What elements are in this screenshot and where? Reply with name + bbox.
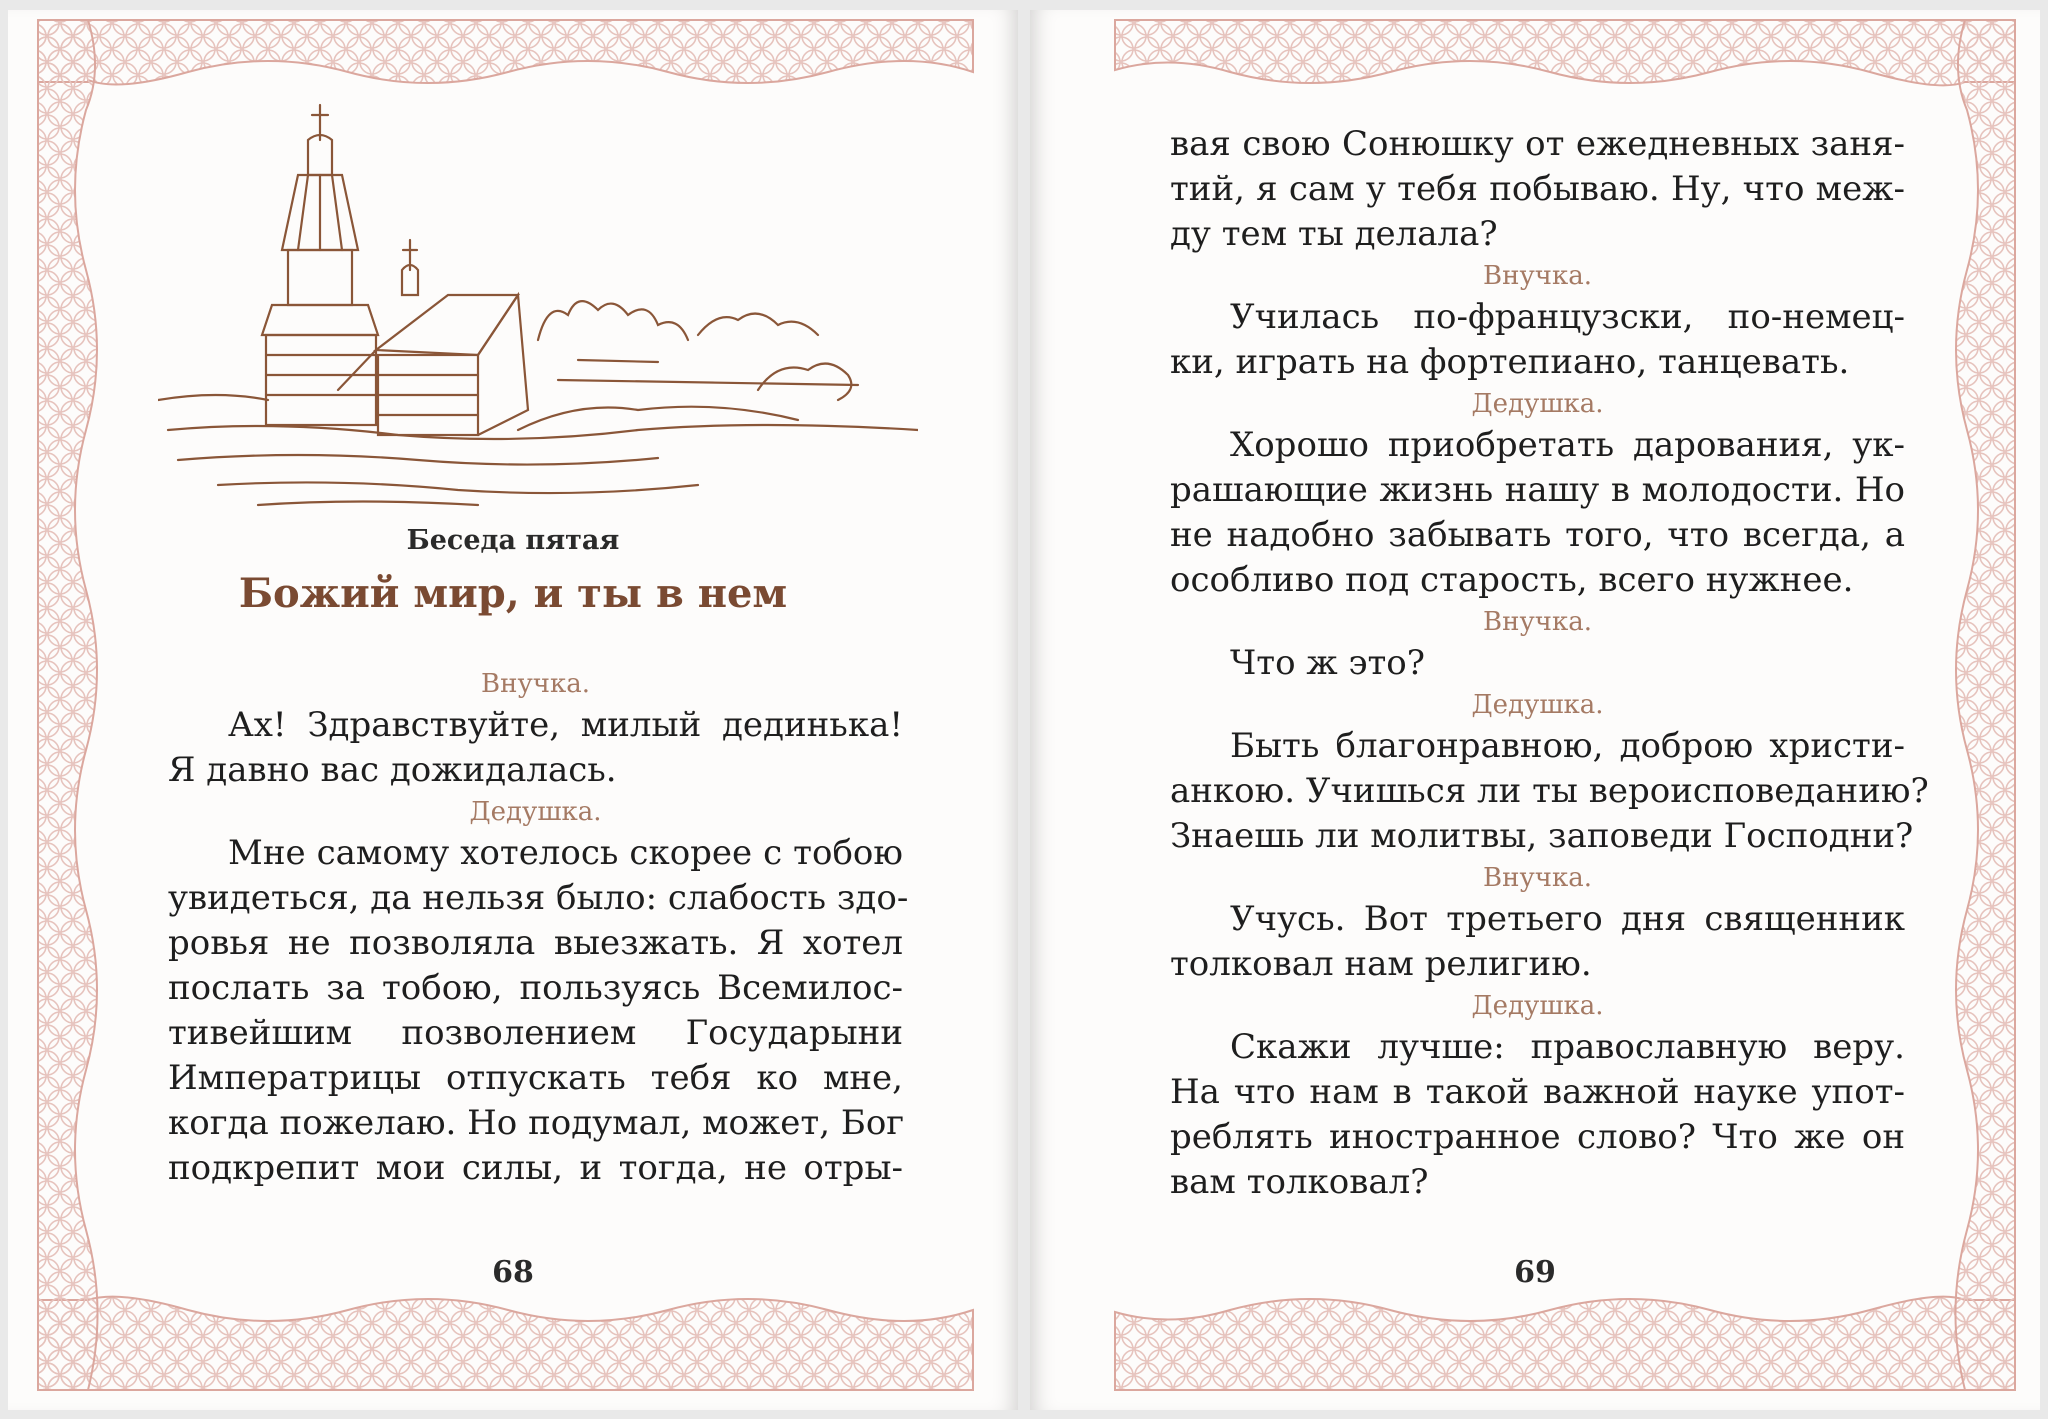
paragraph xyxy=(1170,295,1905,385)
text-line: Знаешь ли молитвы, заповеди Господни? xyxy=(1170,816,1914,856)
text-line: ду тем ты делала? xyxy=(1170,214,1498,254)
speaker-label: Внучка. xyxy=(1483,261,1592,291)
chapter-title: Божий мир, и ты в нем xyxy=(238,570,788,617)
speaker-label: Внучка. xyxy=(1483,863,1592,893)
chapter-label: Беседа пятая xyxy=(406,525,620,556)
speaker-label: Внучка. xyxy=(481,669,590,699)
paragraph xyxy=(1170,122,1905,257)
left-page-text xyxy=(168,665,909,1191)
speaker-label: Дедушка. xyxy=(1471,690,1604,720)
text-line: не надобно забывать того, что всегда, а xyxy=(1170,515,1905,555)
text-line: анкою. Учишься ли ты вероисповеданию? xyxy=(1170,771,1929,811)
paragraph xyxy=(1170,423,1905,603)
paragraph xyxy=(1170,724,1929,859)
text-line: ровья не позволяла выезжать. Я хотел xyxy=(168,923,903,963)
text-line: толковал нам религию. xyxy=(1170,944,1592,984)
text-line: когда пожелаю. Но подумал, может, Бог xyxy=(168,1103,905,1143)
speaker-label: Дедушка. xyxy=(1471,389,1604,419)
text-line: рашающие жизнь нашу в молодости. Но xyxy=(1170,470,1905,510)
text-line: тий, я сам у тебя побываю. Ну, что меж- xyxy=(1170,169,1905,209)
paragraph xyxy=(1170,897,1905,987)
text-line: Хорошо приобретать дарования, ук- xyxy=(1230,425,1905,465)
paragraph xyxy=(168,831,909,1191)
text-line: увидеться, да нельзя было: слабость здо- xyxy=(168,878,909,918)
speaker-label: Внучка. xyxy=(1483,607,1592,637)
text-line: Училась по-французски, по-немец- xyxy=(1230,297,1905,337)
text-line: Что ж это? xyxy=(1230,643,1426,683)
text-line: тивейшим позволением Государыни xyxy=(168,1013,903,1053)
text-line: Императрицы отпускать тебя ко мне, xyxy=(168,1058,903,1098)
page-number: 69 xyxy=(1514,1255,1556,1290)
paragraph xyxy=(1170,1025,1905,1205)
text-line: Ах! Здравствуйте, милый дединька! xyxy=(228,705,903,745)
text-line: послать за тобою, пользуясь Всемилос- xyxy=(168,968,903,1008)
text-line: реблять иностранное слово? Что же он xyxy=(1170,1117,1905,1157)
text-line: подкрепит мои силы, и тогда, не отры- xyxy=(168,1148,903,1188)
text-line: Учусь. Вот третьего дня священник xyxy=(1230,899,1905,939)
left-page xyxy=(8,10,1018,1410)
text-line: Мне самому хотелось скорее с тобою xyxy=(228,833,903,873)
text-line: На что нам в такой важной науке упот- xyxy=(1170,1072,1905,1112)
page-number: 68 xyxy=(492,1255,534,1290)
text-line: вая свою Сонюшку от ежедневных заня- xyxy=(1170,124,1905,164)
text-line: особливо под старость, всего нужнее. xyxy=(1170,560,1854,600)
paragraph xyxy=(168,703,903,793)
speaker-label: Дедушка. xyxy=(469,797,602,827)
text-line: ки, играть на фортепиано, танцевать. xyxy=(1170,342,1850,382)
speaker-label: Дедушка. xyxy=(1471,991,1604,1021)
wooden-church-sketch xyxy=(158,100,918,510)
text-line: Скажи лучше: православную веру. xyxy=(1230,1027,1905,1067)
paragraph xyxy=(1170,641,1905,686)
right-page-text xyxy=(1170,122,1929,1205)
text-line: Быть благонравною, доброю христи- xyxy=(1230,726,1905,766)
text-line: вам толковал? xyxy=(1170,1162,1429,1202)
text-line: Я давно вас дожидалась. xyxy=(168,750,617,790)
right-page xyxy=(1030,10,2040,1410)
